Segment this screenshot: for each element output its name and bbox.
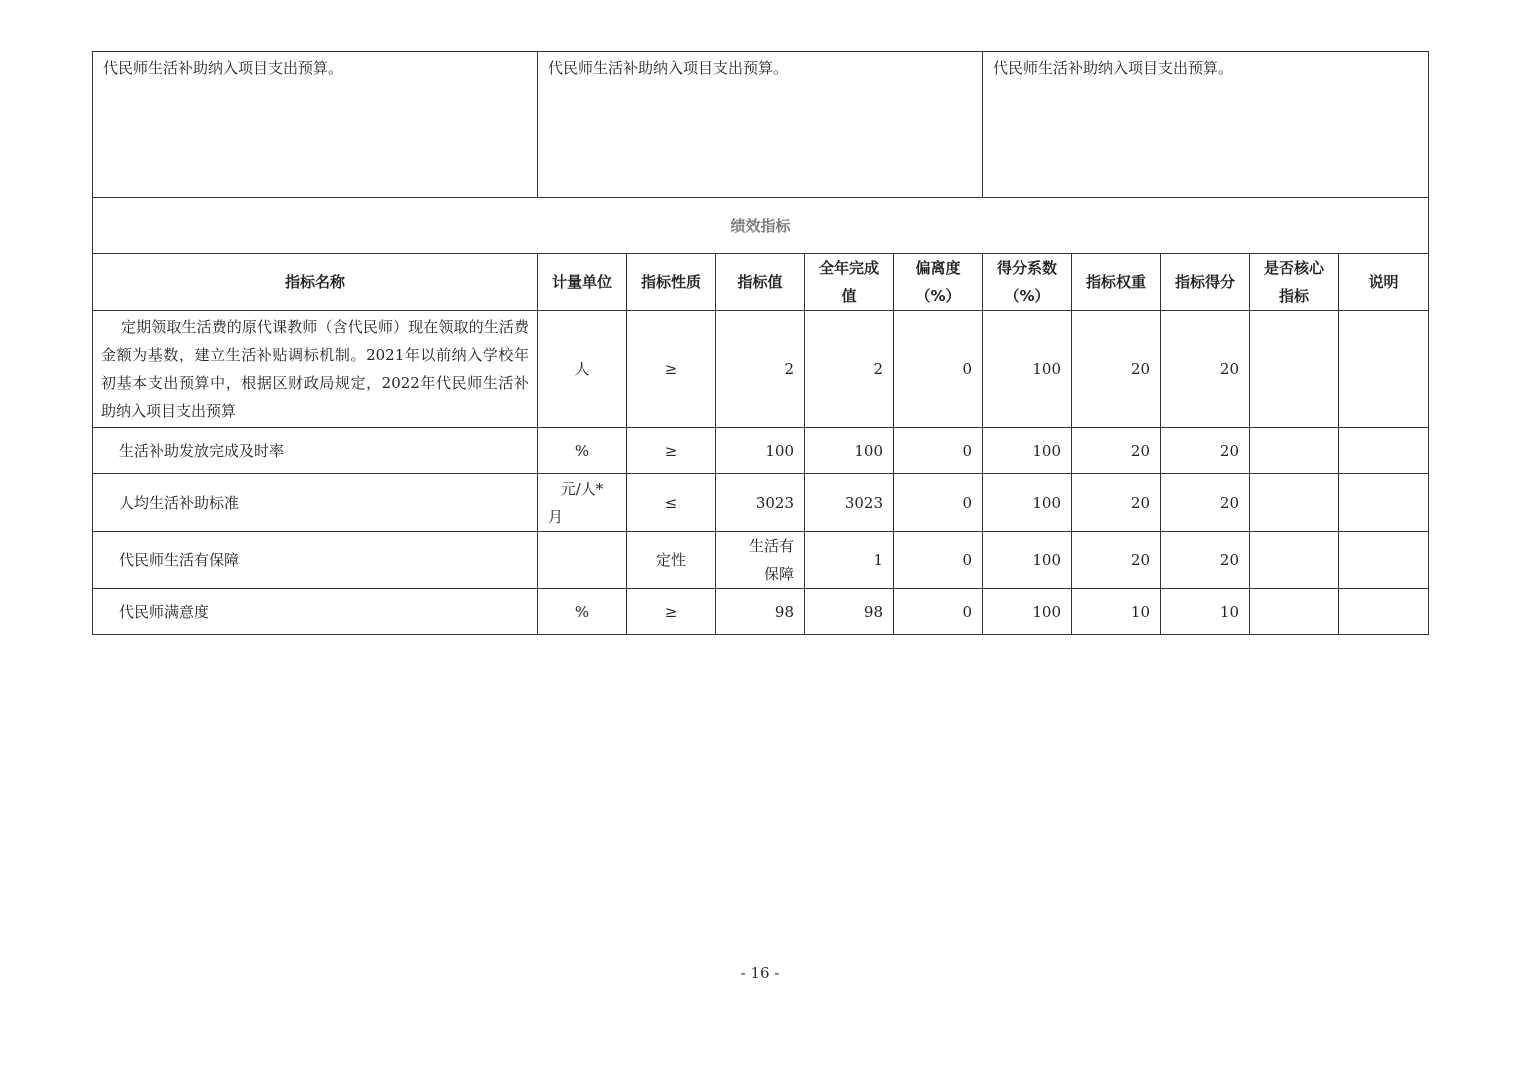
header-weight: 指标权重 [1072, 254, 1161, 311]
indicator-score: 20 [1161, 474, 1250, 532]
indicator-deviation: 0 [894, 311, 983, 428]
indicator-core [1250, 474, 1339, 532]
indicator-score-coef: 100 [983, 428, 1072, 474]
indicator-note [1339, 428, 1429, 474]
indicator-core [1250, 428, 1339, 474]
indicator-deviation: 0 [894, 589, 983, 635]
indicator-weight: 20 [1072, 428, 1161, 474]
indicator-completion: 1 [805, 532, 894, 589]
indicator-core [1250, 532, 1339, 589]
header-core-line2: 指标 [1278, 287, 1309, 305]
indicator-value: 3023 [716, 474, 805, 532]
header-deviation-line2: （%） [915, 287, 961, 305]
table-row [93, 589, 1429, 635]
performance-table [92, 51, 1429, 635]
indicator-note [1339, 589, 1429, 635]
indicator-nature: ≥ [627, 311, 716, 428]
indicator-value-line2: 保障 [763, 565, 794, 583]
goal-cell-1: 代民师生活补助纳入项目支出预算。 [93, 52, 538, 198]
indicator-note [1339, 311, 1429, 428]
indicator-unit-line1: 元/人* [560, 479, 604, 498]
header-score-coef [983, 254, 1072, 311]
indicator-value: 100 [716, 428, 805, 474]
indicator-score-coef: 100 [983, 474, 1072, 532]
indicator-name: 生活补助发放完成及时率 [93, 428, 538, 474]
indicator-weight: 20 [1072, 532, 1161, 589]
indicator-score: 20 [1161, 532, 1250, 589]
table-row [93, 474, 1429, 532]
indicator-core [1250, 589, 1339, 635]
indicator-score-coef: 100 [983, 311, 1072, 428]
indicator-deviation: 0 [894, 532, 983, 589]
header-deviation-line1: 偏离度 [915, 259, 961, 277]
header-score: 指标得分 [1161, 254, 1250, 311]
indicator-note [1339, 532, 1429, 589]
header-score-coef-line1: 得分系数 [996, 259, 1057, 277]
section-title: 绩效指标 [93, 198, 1429, 254]
table-row [93, 311, 1429, 428]
header-nature: 指标性质 [627, 254, 716, 311]
indicator-unit [538, 532, 627, 589]
table-row [93, 532, 1429, 589]
indicator-completion: 100 [805, 428, 894, 474]
indicator-score-coef: 100 [983, 589, 1072, 635]
indicator-unit: % [538, 428, 627, 474]
indicator-value: 2 [716, 311, 805, 428]
table-row [93, 428, 1429, 474]
indicator-completion: 3023 [805, 474, 894, 532]
indicator-nature: ≤ [627, 474, 716, 532]
section-title-row [93, 198, 1429, 254]
indicator-score: 20 [1161, 311, 1250, 428]
indicator-nature: ≥ [627, 428, 716, 474]
header-value: 指标值 [716, 254, 805, 311]
header-note: 说明 [1339, 254, 1429, 311]
indicator-completion: 2 [805, 311, 894, 428]
header-name: 指标名称 [93, 254, 538, 311]
indicator-name: 人均生活补助标准 [93, 474, 538, 532]
indicator-core [1250, 311, 1339, 428]
header-row [93, 254, 1429, 311]
header-completion-line2: 值 [841, 287, 857, 305]
indicator-name: 代民师满意度 [93, 589, 538, 635]
indicator-unit-line2: 月 [548, 507, 564, 526]
header-core [1250, 254, 1339, 311]
header-completion-line1: 全年完成 [818, 259, 879, 277]
goal-cell-3: 代民师生活补助纳入项目支出预算。 [983, 52, 1429, 198]
indicator-score-coef: 100 [983, 532, 1072, 589]
indicator-unit: 人 [538, 311, 627, 428]
indicator-unit [538, 474, 627, 532]
indicator-name: 代民师生活有保障 [93, 532, 538, 589]
goal-cell-2: 代民师生活补助纳入项目支出预算。 [538, 52, 983, 198]
goals-row [93, 52, 1429, 198]
indicator-score: 20 [1161, 428, 1250, 474]
indicator-completion: 98 [805, 589, 894, 635]
indicator-weight: 20 [1072, 311, 1161, 428]
indicator-value-line1: 生活有 [748, 537, 794, 555]
header-deviation [894, 254, 983, 311]
indicator-note [1339, 474, 1429, 532]
header-core-line1: 是否核心 [1263, 259, 1324, 277]
indicator-unit: % [538, 589, 627, 635]
indicator-name: 定期领取生活费的原代课教师（含代民师）现在领取的生活费金额为基数，建立生活补贴调标机制。2021年以前纳入学校年初基本支出预算中，根据区财政局规定，2022年代民师生活补助纳入项目支出预算 [93, 311, 538, 428]
indicator-value [716, 532, 805, 589]
indicator-deviation: 0 [894, 474, 983, 532]
indicator-value: 98 [716, 589, 805, 635]
header-completion [805, 254, 894, 311]
header-score-coef-line2: （%） [1004, 287, 1050, 305]
indicator-nature: ≥ [627, 589, 716, 635]
header-unit: 计量单位 [538, 254, 627, 311]
indicator-weight: 10 [1072, 589, 1161, 635]
indicator-nature: 定性 [627, 532, 716, 589]
indicator-deviation: 0 [894, 428, 983, 474]
page-number: - 16 - [740, 964, 780, 982]
indicator-weight: 20 [1072, 474, 1161, 532]
indicator-score: 10 [1161, 589, 1250, 635]
